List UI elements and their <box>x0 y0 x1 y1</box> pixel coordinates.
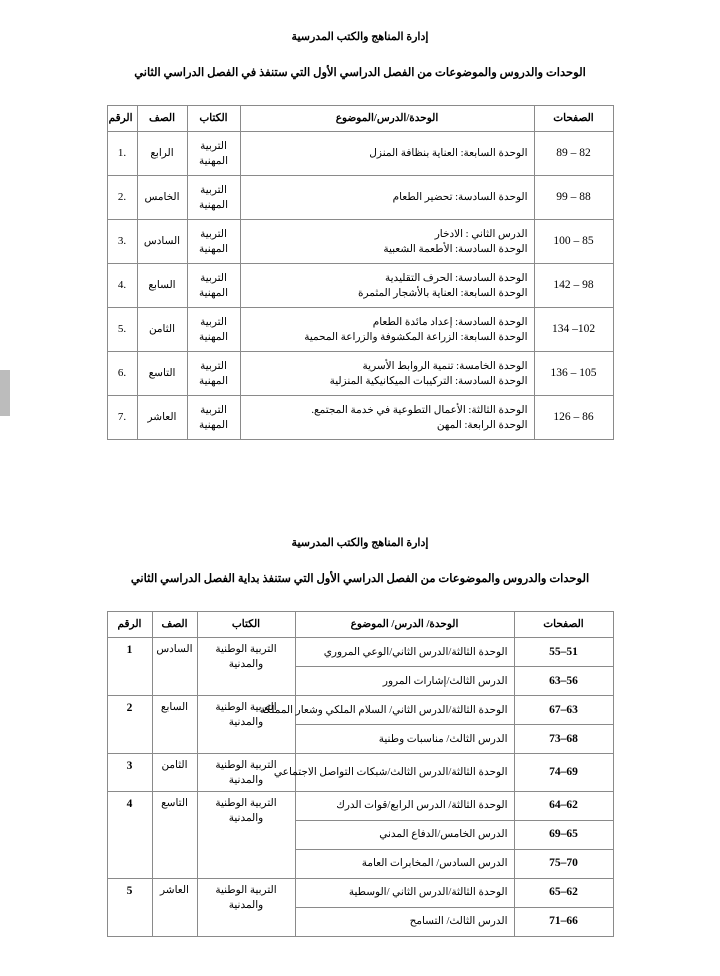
cell-number: 1 <box>107 638 152 696</box>
cell-number: .1 <box>107 132 137 176</box>
cell-number: .2 <box>107 176 137 220</box>
subject-line: الوحدة السادسة: التركيبات الميكانيكية المنزلية <box>329 375 528 387</box>
cell-subject: الدرس الثالث/ التسامح <box>295 907 514 936</box>
cell-pages: 62–65 <box>514 878 613 907</box>
cell-book: التربية المهنية <box>187 396 240 440</box>
column-header-pages: الصفحات <box>514 612 613 638</box>
cell-pages: 88 – 99 <box>534 176 613 220</box>
cell-subject: الوحدة الثالثة/الدرس الثاني/ السلام الملكي وشعار المملكة <box>295 696 514 725</box>
cell-pages: 105 – 136 <box>534 352 613 396</box>
subject-line: الوحدة السادسة: الحرف التقليدية <box>385 272 528 284</box>
cell-subject <box>240 132 534 176</box>
cell-subject <box>240 176 534 220</box>
cell-number: .6 <box>107 352 137 396</box>
section-two-heading: إدارة المناهج والكتب المدرسية <box>291 537 429 549</box>
column-header-number: الرقم <box>107 612 152 638</box>
table-row <box>107 791 613 820</box>
column-header-grade: الصف <box>152 612 197 638</box>
table-row <box>107 176 613 220</box>
table-row <box>107 264 613 308</box>
subject-line: الوحدة السابعة: الزراعة المكشوفة والزراعة المحمية <box>304 331 528 343</box>
cell-grade: السابع <box>152 696 197 754</box>
subject-line: الوحدة الخامسة: تنمية الروابط الأسرية <box>362 360 528 372</box>
cell-grade: الثامن <box>152 754 197 791</box>
units-table-first-semester <box>107 105 614 440</box>
column-header-grade: الصف <box>137 106 187 132</box>
cell-grade: الثامن <box>137 308 187 352</box>
table-row <box>107 220 613 264</box>
subject-line: الوحدة السادسة: الأطعمة الشعبية <box>383 243 528 255</box>
table-row <box>107 754 613 791</box>
table-row <box>107 132 613 176</box>
cell-pages: 102– 134 <box>534 308 613 352</box>
units-table-second-semester <box>107 611 614 936</box>
section-one-heading: إدارة المناهج والكتب المدرسية <box>291 31 429 43</box>
cell-book: التربية الوطنية والمدنية <box>197 791 295 878</box>
cell-book: التربية الوطنية والمدنية <box>197 878 295 936</box>
cell-subject <box>240 352 534 396</box>
cell-subject: الدرس الثالث/إشارات المرور <box>295 667 514 696</box>
cell-number: .3 <box>107 220 137 264</box>
table-row <box>107 396 613 440</box>
cell-pages: 63–67 <box>514 696 613 725</box>
cell-subject: الوحدة الثالثة/ الدرس الرابع/قوات الدرك <box>295 791 514 820</box>
cell-subject <box>240 220 534 264</box>
cell-book: التربية المهنية <box>187 308 240 352</box>
table-header-row <box>107 612 613 638</box>
section-two <box>0 536 720 937</box>
cell-pages: 82 – 89 <box>534 132 613 176</box>
table-header-row <box>107 106 613 132</box>
table-row <box>107 696 613 725</box>
section-one <box>0 30 720 440</box>
cell-number: .4 <box>107 264 137 308</box>
cell-book: التربية الوطنية والمدنية <box>197 638 295 696</box>
cell-pages: 69–74 <box>514 754 613 791</box>
cell-book: التربية المهنية <box>187 132 240 176</box>
cell-grade: الخامس <box>137 176 187 220</box>
cell-grade: السادس <box>137 220 187 264</box>
cell-pages: 85 – 100 <box>534 220 613 264</box>
section-two-subheading: الوحدات والدروس والموضوعات من الفصل الدراسي الأول التي ستنفذ بداية الفصل الدراسي الثاني <box>130 573 590 586</box>
cell-grade: العاشر <box>152 878 197 936</box>
section-one-subheading: الوحدات والدروس والموضوعات من الفصل الدراسي الأول التي ستنفذ في الفصل الدراسي الثاني <box>134 67 586 80</box>
cell-pages: 62–64 <box>514 791 613 820</box>
cell-subject <box>240 308 534 352</box>
cell-book: التربية الوطنية والمدنية <box>197 696 295 754</box>
cell-number: 3 <box>107 754 152 791</box>
cell-number: 4 <box>107 791 152 878</box>
cell-grade: السابع <box>137 264 187 308</box>
table-row <box>107 308 613 352</box>
subject-line: الوحدة السابعة: العناية بنظافة المنزل <box>369 148 528 160</box>
cell-subject: الدرس الثالث/ مناسبات وطنية <box>295 725 514 754</box>
cell-number: 5 <box>107 878 152 936</box>
cell-subject <box>240 396 534 440</box>
subject-line: الوحدة السادسة: إعداد مائدة الطعام <box>372 316 528 328</box>
cell-subject: الوحدة الثالثة/الدرس الثاني/الوعي المروري <box>295 638 514 667</box>
table-row <box>107 878 613 907</box>
cell-grade: العاشر <box>137 396 187 440</box>
column-header-subject: الوحدة/ الدرس/ الموضوع <box>295 612 514 638</box>
cell-pages: 98 – 142 <box>534 264 613 308</box>
cell-number: .5 <box>107 308 137 352</box>
cell-book: التربية المهنية <box>187 352 240 396</box>
column-header-number: الرقم <box>107 106 137 132</box>
subject-line: الوحدة السادسة: تحضير الطعام <box>392 192 528 204</box>
subject-line: الوحدة السابعة: العناية بالأشجار المثمرة <box>357 287 528 299</box>
subject-line: الوحدة الرابعة: المهن <box>436 419 528 431</box>
subject-line: الدرس الثاني : الادخار <box>434 228 528 240</box>
cell-subject: الدرس السادس/ المخابرات العامة <box>295 849 514 878</box>
cell-pages: 66–71 <box>514 907 613 936</box>
cell-book: التربية المهنية <box>187 220 240 264</box>
cell-subject: الدرس الخامس/الدفاع المدني <box>295 820 514 849</box>
table-row <box>107 352 613 396</box>
cell-pages: 86 – 126 <box>534 396 613 440</box>
cell-pages: 51–55 <box>514 638 613 667</box>
cell-grade: السادس <box>152 638 197 696</box>
cell-book: التربية الوطنية والمدنية <box>197 754 295 791</box>
column-header-pages: الصفحات <box>534 106 613 132</box>
cell-subject: الوحدة الثالثة/الدرس الثالث/شبكات التواصل الاجتماعي <box>295 754 514 791</box>
cell-grade: التاسع <box>137 352 187 396</box>
cell-number: 2 <box>107 696 152 754</box>
column-header-book: الكتاب <box>187 106 240 132</box>
cell-subject: الوحدة الثالثة/الدرس الثاني /الوسطية <box>295 878 514 907</box>
column-header-book: الكتاب <box>197 612 295 638</box>
subject-line: الوحدة الثالثة: الأعمال التطوعية في خدمة المجتمع. <box>311 404 528 416</box>
cell-book: التربية المهنية <box>187 176 240 220</box>
column-header-subject: الوحدة/الدرس/الموضوع <box>240 106 534 132</box>
cell-grade: التاسع <box>152 791 197 878</box>
cell-pages: 65–69 <box>514 820 613 849</box>
cell-subject <box>240 264 534 308</box>
cell-pages: 68–73 <box>514 725 613 754</box>
cell-book: التربية المهنية <box>187 264 240 308</box>
table-row <box>107 638 613 667</box>
cell-pages: 70–75 <box>514 849 613 878</box>
cell-number: .7 <box>107 396 137 440</box>
cell-grade: الرابع <box>137 132 187 176</box>
cell-pages: 56–63 <box>514 667 613 696</box>
